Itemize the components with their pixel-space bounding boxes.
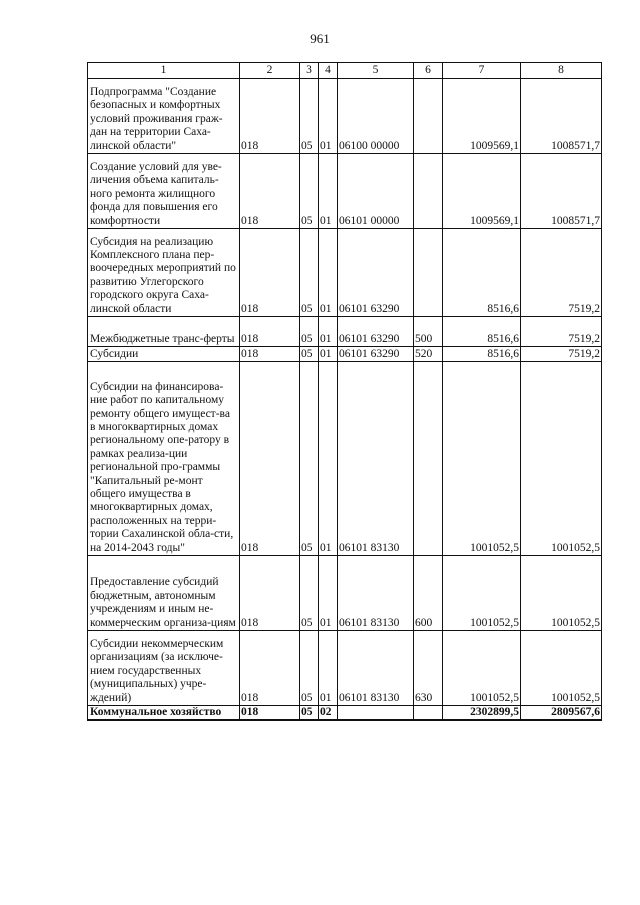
target-code: 06101 00000 xyxy=(338,154,414,229)
expense-type: 500 xyxy=(414,317,443,347)
expense-type xyxy=(414,79,443,154)
amount-col8: 7519,2 xyxy=(521,347,602,362)
amount-col7: 1009569,1 xyxy=(443,154,521,229)
amount-col8: 1008571,7 xyxy=(521,154,602,229)
subsection-code: 01 xyxy=(319,154,338,229)
page-number: 961 xyxy=(310,31,330,46)
expense-type xyxy=(414,154,443,229)
target-code: 06100 00000 xyxy=(338,79,414,154)
total-target-code xyxy=(338,706,414,721)
header-cell: 8 xyxy=(521,63,602,79)
subsection-code: 01 xyxy=(319,229,338,317)
section-code: 05 xyxy=(300,556,319,631)
target-code: 06101 63290 xyxy=(338,347,414,362)
ministry-code: 018 xyxy=(240,556,300,631)
section-code: 05 xyxy=(300,347,319,362)
ministry-code: 018 xyxy=(240,347,300,362)
row-name: Предоставление субсидий бюджетным, автономным учреждениям и иным не-коммерческим организа-циям xyxy=(88,556,240,631)
expense-type xyxy=(414,229,443,317)
target-code: 06101 63290 xyxy=(338,229,414,317)
total-expense-type xyxy=(414,706,443,721)
ministry-code: 018 xyxy=(240,317,300,347)
row-name: Подпрограмма "Создание безопасных и комфортных условий проживания граж-дан на территории Саха-линской области" xyxy=(88,79,240,154)
subsection-code: 01 xyxy=(319,347,338,362)
section-code: 05 xyxy=(300,362,319,556)
amount-col7: 1001052,5 xyxy=(443,631,521,706)
target-code: 06101 63290 xyxy=(338,317,414,347)
amount-col8: 7519,2 xyxy=(521,229,602,317)
table-row xyxy=(88,362,602,556)
amount-col8: 1001052,5 xyxy=(521,362,602,556)
header-cell: 3 xyxy=(300,63,319,79)
ministry-code: 018 xyxy=(240,154,300,229)
total-amount-col8: 2809567,6 xyxy=(521,706,602,721)
expense-type: 630 xyxy=(414,631,443,706)
expense-type: 520 xyxy=(414,347,443,362)
subsection-code: 01 xyxy=(319,317,338,347)
ministry-code: 018 xyxy=(240,79,300,154)
ministry-code: 018 xyxy=(240,229,300,317)
amount-col8: 7519,2 xyxy=(521,317,602,347)
section-code: 05 xyxy=(300,317,319,347)
table-row xyxy=(88,631,602,706)
expense-type xyxy=(414,362,443,556)
section-code: 05 xyxy=(300,154,319,229)
target-code: 06101 83130 xyxy=(338,556,414,631)
table-row xyxy=(88,154,602,229)
header-row xyxy=(88,63,602,79)
row-name: Субсидии на финансирова-ние работ по капитальному ремонту общего имущест-ва в многоквартирных домах региональному опе-ратору в рамках реализа-ции региональной про-граммы "Капитальный ре-монт общего имущества в многоквартирных домах, расположенных на терри-тории Сахалинской обла-сти, на 2014-2043 годы" xyxy=(88,362,240,556)
ministry-code: 018 xyxy=(240,631,300,706)
amount-col8: 1001052,5 xyxy=(521,631,602,706)
subsection-code: 01 xyxy=(319,79,338,154)
amount-col7: 8516,6 xyxy=(443,229,521,317)
amount-col8: 1008571,7 xyxy=(521,79,602,154)
amount-col7: 8516,6 xyxy=(443,347,521,362)
total-amount-col7: 2302899,5 xyxy=(443,706,521,721)
budget-table xyxy=(87,62,602,721)
amount-col8: 1001052,5 xyxy=(521,556,602,631)
total-row xyxy=(88,706,602,721)
total-section-code: 05 xyxy=(300,706,319,721)
total-name: Коммунальное хозяйство xyxy=(88,706,240,721)
total-ministry-code: 018 xyxy=(240,706,300,721)
row-name: Субсидии некоммерческим организациям (за исключе-нием государственных (муниципальных) учре-ждений) xyxy=(88,631,240,706)
total-subsection-code: 02 xyxy=(319,706,338,721)
amount-col7: 8516,6 xyxy=(443,317,521,347)
section-code: 05 xyxy=(300,229,319,317)
target-code: 06101 83130 xyxy=(338,631,414,706)
table-row xyxy=(88,79,602,154)
subsection-code: 01 xyxy=(319,631,338,706)
row-name: Субсидии xyxy=(88,347,240,362)
header-cell: 2 xyxy=(240,63,300,79)
section-code: 05 xyxy=(300,79,319,154)
header-cell: 5 xyxy=(338,63,414,79)
amount-col7: 1001052,5 xyxy=(443,556,521,631)
target-code: 06101 83130 xyxy=(338,362,414,556)
ministry-code: 018 xyxy=(240,362,300,556)
header-cell: 6 xyxy=(414,63,443,79)
row-name: Субсидия на реализацию Комплексного плана пер-воочередных мероприятий по развитию Углегорского городского округа Саха-линской области xyxy=(88,229,240,317)
table-row xyxy=(88,317,602,347)
expense-type: 600 xyxy=(414,556,443,631)
row-name: Межбюджетные транс-ферты xyxy=(88,317,240,347)
subsection-code: 01 xyxy=(319,362,338,556)
header-cell: 7 xyxy=(443,63,521,79)
amount-col7: 1001052,5 xyxy=(443,362,521,556)
table-row xyxy=(88,229,602,317)
subsection-code: 01 xyxy=(319,556,338,631)
section-code: 05 xyxy=(300,631,319,706)
row-name: Создание условий для уве-личения объема капиталь-ного ремонта жилищного фонда для повышения его комфортности xyxy=(88,154,240,229)
table-row xyxy=(88,556,602,631)
header-cell: 1 xyxy=(88,63,240,79)
table-row xyxy=(88,347,602,362)
header-cell: 4 xyxy=(319,63,338,79)
amount-col7: 1009569,1 xyxy=(443,79,521,154)
